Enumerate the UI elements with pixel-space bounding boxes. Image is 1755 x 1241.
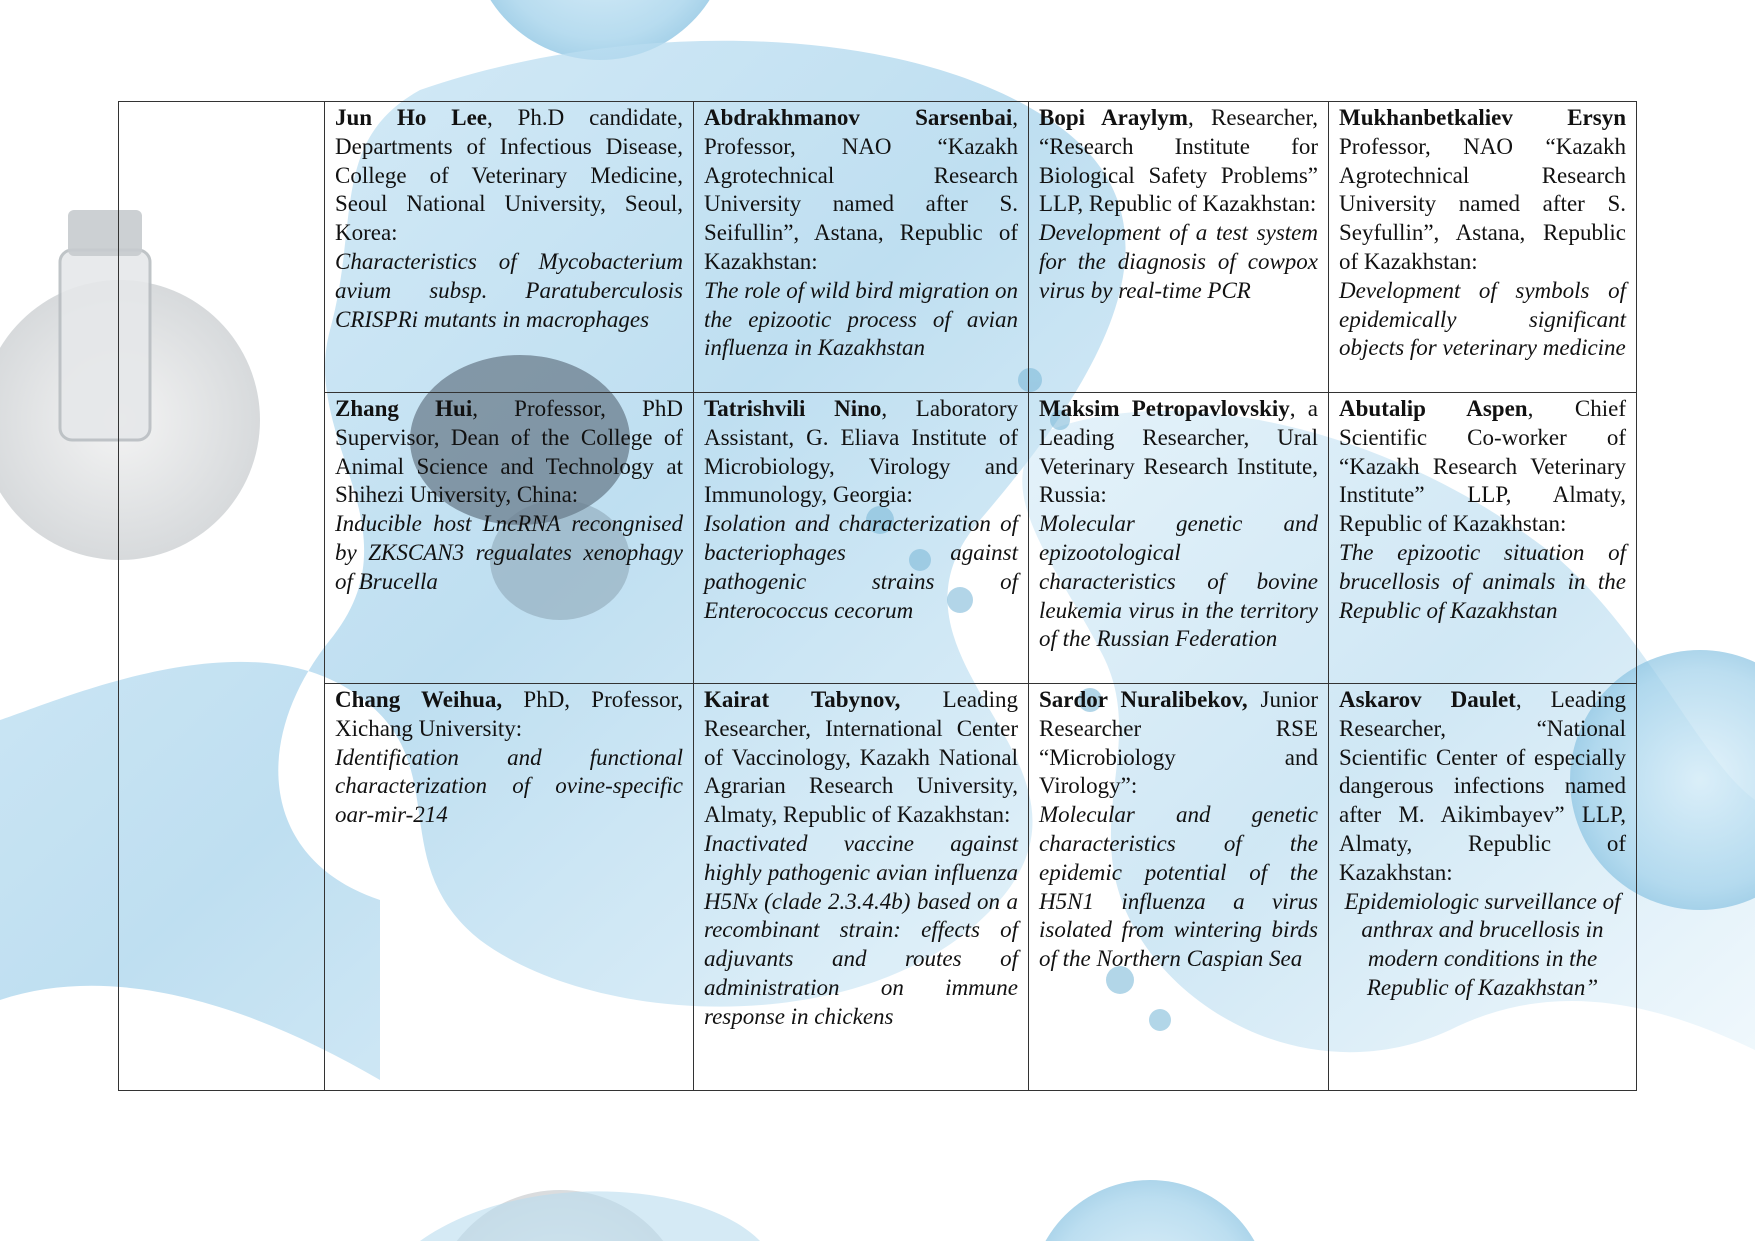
- speaker-name: Kairat Tabynov,: [704, 687, 901, 712]
- empty-left-cell: [119, 102, 325, 1091]
- speaker-affiliation: , a Leading Researcher, Ural Veterinary Research Institute, Russia:: [1039, 396, 1318, 508]
- table-row: [119, 102, 1637, 393]
- speaker-name: Jun Ho Lee: [335, 105, 487, 130]
- talk-topic: Molecular and genetic characteristics of the epidemic potential of the H5N1 influenza a virus isolated from wintering birds of the Northern Caspian Sea: [1039, 802, 1318, 972]
- speaker-name: Abutalip Aspen: [1339, 396, 1528, 421]
- speaker-affiliation: , Leading Researcher, “National Scientific Center of especially dangerous infections named after M. Aikimbayev” LLP, Almaty, Republic of Kazakhstan:: [1339, 687, 1626, 885]
- speaker-cell: [1029, 684, 1329, 1091]
- table-row: [119, 684, 1637, 1091]
- speaker-name: Abdrakhmanov Sarsenbai: [704, 105, 1013, 130]
- speaker-cell: [1029, 393, 1329, 684]
- speaker-affiliation: PhD, Professor, Xichang University:: [335, 687, 683, 741]
- speaker-cell: [694, 102, 1029, 393]
- speaker-affiliation: Junior Researcher RSE “Microbiology and Virology”:: [1039, 687, 1318, 799]
- speaker-affiliation: Professor, NAO “Kazakh Agrotechnical Research University named after S. Seyfullin”, Astana, Republic of Kazakhstan:: [1339, 133, 1626, 274]
- talk-topic: Inducible host LncRNA recongnised by ZKSCAN3 regualates xenophagy of Brucella: [335, 511, 683, 594]
- table-row: [119, 393, 1637, 684]
- speaker-affiliation: , Chief Scientific Co-worker of “Kazakh Research Veterinary Institute” LLP, Almaty, Republic of Kazakhstan:: [1339, 396, 1626, 537]
- speaker-cell: [1329, 102, 1637, 393]
- speaker-cell: [325, 102, 694, 393]
- speaker-cell: [694, 393, 1029, 684]
- talk-topic: The role of wild bird migration on the epizootic process of avian influenza in Kazakhstan: [704, 277, 1018, 361]
- talk-topic: The epizootic situation of brucellosis of animals in the Republic of Kazakhstan: [1339, 539, 1626, 623]
- talk-topic: Development of a test system for the diagnosis of cowpox virus by real-time PCR: [1039, 220, 1318, 303]
- speaker-affiliation: , Professor, NAO “Kazakh Agrotechnical Research University named after S. Seifullin”, Astana, Republic of Kazakhstan:: [704, 105, 1018, 274]
- speaker-cell: [325, 684, 694, 1091]
- speaker-affiliation: , Ph.D candidate, Departments of Infectious Disease, College of Veterinary Medicine, Seoul National University, Seoul, Korea:: [335, 105, 683, 246]
- speaker-name: Tatrishvili Nino: [704, 396, 882, 421]
- speaker-affiliation: , Researcher, “Research Institute for Biological Safety Problems” LLP, Republic of Kazakhstan:: [1039, 105, 1319, 217]
- speaker-affiliation: , Professor, PhD Supervisor, Dean of the College of Animal Science and Technology at Shihezi University, China:: [335, 396, 684, 508]
- talk-topic: Identification and functional characterization of ovine-specific oar-mir-214: [335, 744, 683, 828]
- speaker-name: Askarov Daulet: [1339, 687, 1516, 712]
- speaker-cell: [694, 684, 1029, 1091]
- speaker-name: Chang Weihua,: [335, 687, 503, 712]
- speaker-cell: [1029, 102, 1329, 393]
- speaker-name: Bopi Araylym: [1039, 105, 1188, 130]
- speaker-name: Sardor Nuralibekov,: [1039, 687, 1248, 712]
- talk-topic: Epidemiologic surveillance of anthrax and brucellosis in modern conditions in the Republic of Kazakhstan”: [1344, 888, 1621, 1000]
- speaker-affiliation: Leading Researcher, International Center of Vaccinology, Kazakh National Agrarian Research University, Almaty, Republic of Kazakhstan:: [704, 687, 1019, 828]
- speaker-name: Mukhanbetkaliev Ersyn: [1339, 105, 1626, 130]
- speaker-cell: [325, 393, 694, 684]
- speaker-schedule-table: [118, 101, 1637, 1091]
- talk-topic: Inactivated vaccine against highly pathogenic avian influenza H5Nx (clade 2.3.4.4b) based on a recombinant strain: effects of adjuvants and routes of administration on immune response in chickens: [704, 830, 1018, 1029]
- speaker-name: Zhang Hui: [335, 396, 473, 421]
- talk-topic: Isolation and characterization of bacteriophages against pathogenic strains of Enterococcus cecorum: [704, 511, 1018, 623]
- speaker-cell: [1329, 684, 1637, 1091]
- talk-topic: Characteristics of Mycobacterium avium subsp. Paratuberculosis CRISPRi mutants in macrophages: [335, 248, 683, 332]
- speaker-name: Maksim Petropavlovskiy: [1039, 396, 1290, 421]
- talk-topic: Molecular genetic and epizootological characteristics of bovine leukemia virus in the territory of the Russian Federation: [1039, 511, 1318, 652]
- talk-topic: Development of symbols of epidemically significant objects for veterinary medicine: [1339, 277, 1626, 361]
- speaker-cell: [1329, 393, 1637, 684]
- speaker-affiliation: , Laboratory Assistant, G. Eliava Institute of Microbiology, Virology and Immunology, Georgia:: [704, 396, 1018, 508]
